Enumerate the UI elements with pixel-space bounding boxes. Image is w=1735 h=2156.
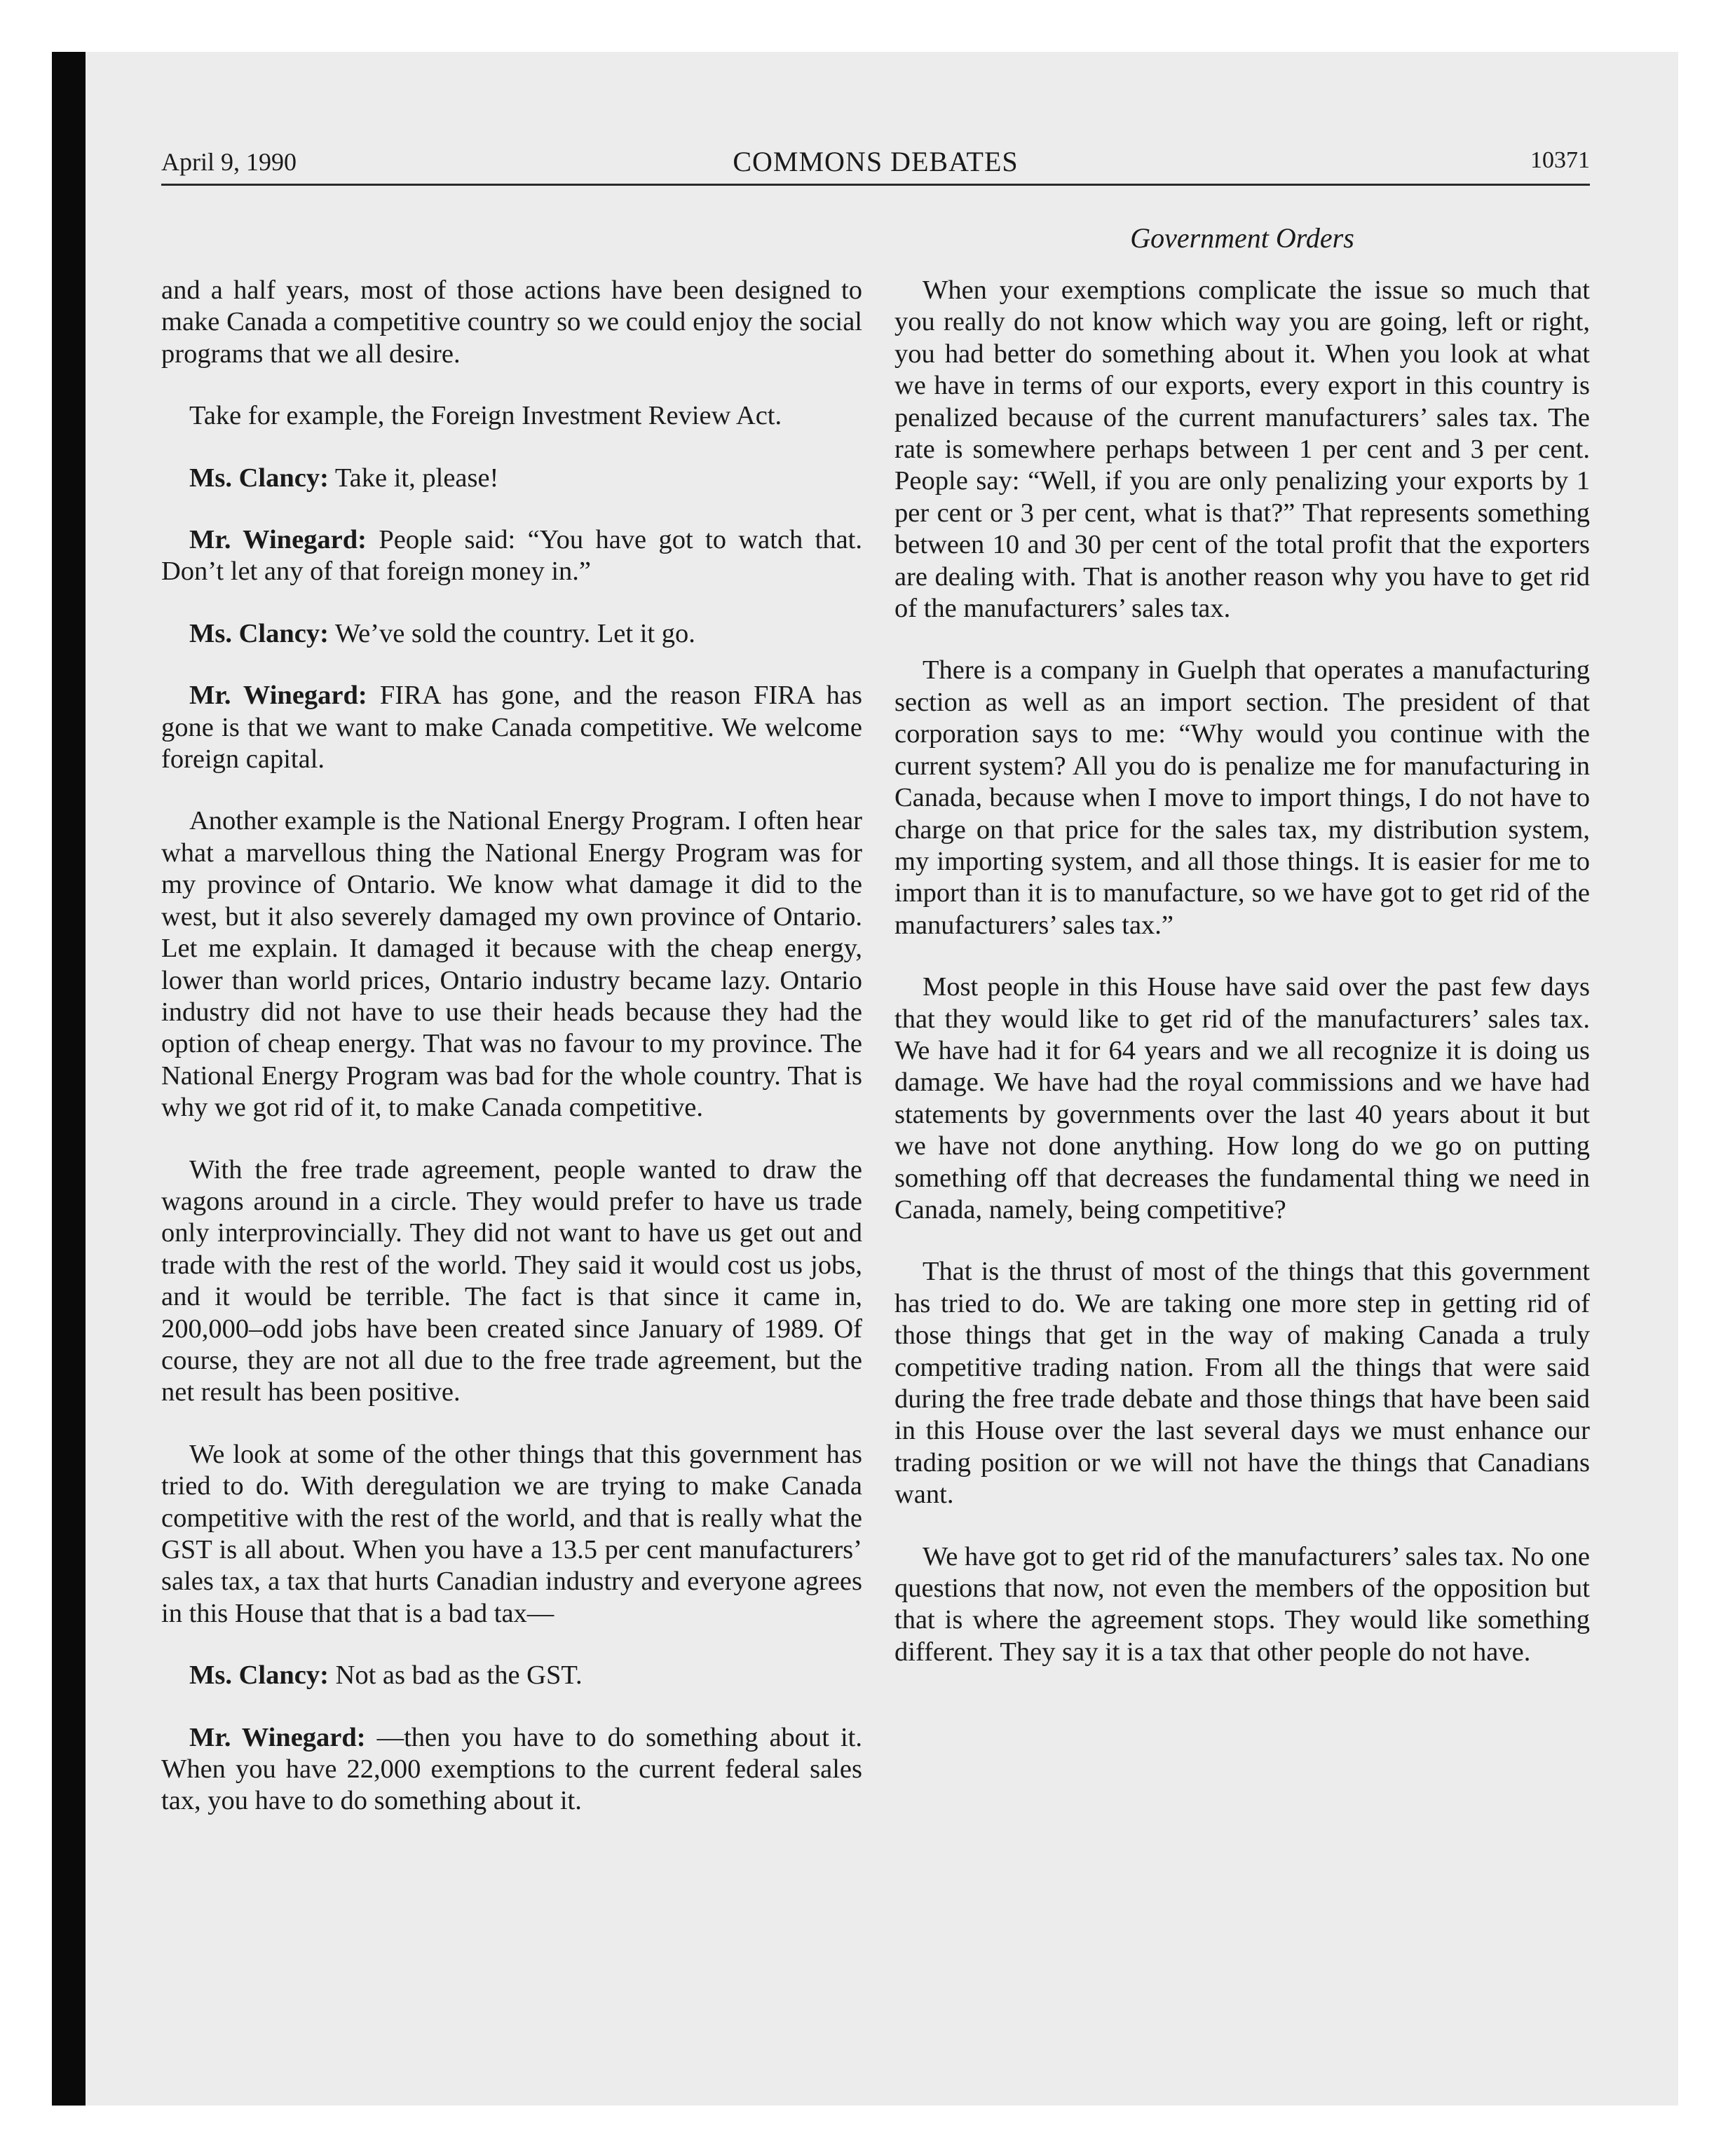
paragraph-text: When your exemptions complicate the issue so much that you really do not know which way you are going, left or right, you had better do something about it. When you look at what we have in terms of our exports, every export in this country is penalized because of the current manufacturers’ sales tax. The rate is somewhere perhaps between 1 per cent and 3 per cent. People say: “Well, if you are only penalizing your exports by 1 per cent or 3 per cent, what is that?” That represents something between 10 and 30 per cent of the total profit that the exporters are dealing with. That is another reason why you have to get rid of the manufacturers’ sales tax. bbox=[894, 275, 1590, 624]
section-heading: Government Orders bbox=[1130, 222, 1354, 254]
speaker-name: Ms. Clancy: bbox=[189, 463, 329, 493]
paragraph-text: Not as bad as the GST. bbox=[335, 1660, 583, 1691]
paragraph bbox=[161, 805, 862, 1124]
speaker-name: Ms. Clancy: bbox=[189, 618, 329, 648]
paragraph-text: There is a company in Guelph that operates a manufacturing section as well as an import section. The president of that corporation says to me: “Why would you continue with the current system? All you do is penalize me for manufacturing in Canada, because when I move to import things, I do not have to charge on that price for the sales tax, my distribution system, my importing system, and all those things. It is easier for me to import than it is to manufacture, so we have got to get rid of the manufacturers’ sales tax.” bbox=[894, 655, 1590, 940]
header-page-number: 10371 bbox=[1530, 147, 1590, 173]
paragraph-text: People said: “You have got to watch that. Don’t let any of that foreign money in.” bbox=[161, 525, 862, 587]
header-date: April 9, 1990 bbox=[161, 148, 297, 176]
paragraph bbox=[161, 618, 862, 650]
paragraph bbox=[161, 1660, 862, 1691]
paragraph bbox=[161, 524, 862, 588]
paragraph bbox=[894, 971, 1590, 1226]
paragraph-text: Take for example, the Foreign Investment Review Act. bbox=[189, 401, 782, 431]
binding-shadow bbox=[52, 52, 86, 2106]
paragraph-text: We’ve sold the country. Let it go. bbox=[334, 618, 695, 648]
paragraph bbox=[161, 1154, 862, 1409]
paragraph bbox=[161, 400, 862, 432]
speaker-name: Mr. Winegard: bbox=[189, 525, 367, 555]
speaker-name: Ms. Clancy: bbox=[189, 1660, 329, 1691]
paragraph bbox=[161, 463, 862, 494]
paragraph bbox=[894, 655, 1590, 941]
header-title: COMMONS DEBATES bbox=[733, 146, 1019, 177]
paragraph bbox=[894, 275, 1590, 625]
speaker-name: Mr. Winegard: bbox=[189, 1722, 366, 1752]
speaker-name: Mr. Winegard: bbox=[189, 681, 367, 711]
paragraph bbox=[161, 1722, 862, 1817]
paragraph-text: Take it, please! bbox=[334, 463, 499, 493]
paragraph bbox=[161, 1439, 862, 1630]
paragraph-text: Most people in this House have said over the past few days that they would like to get rid of the manufacturers’ sales tax. We have had it for 64 years and we all recognize it is doing us damage. We have had the royal commissions and we have had statements by governments over the last 40 years about it but we have not done anything. How long do we go on putting something off that decreases the fundamental thing we need in Canada, namely, being competitive? bbox=[894, 972, 1590, 1224]
paragraph-text: FIRA has gone, and the reason FIRA has gone is that we want to make Canada competitive. We welcome foreign capital. bbox=[161, 681, 862, 775]
paragraph bbox=[161, 680, 862, 775]
paragraph-text: —then you have to do something about it. When you have 22,000 exemptions to the current federal sales tax, you have to do something about it. bbox=[161, 1722, 862, 1816]
left-column bbox=[161, 275, 862, 1848]
paragraph-text: That is the thrust of most of the things that this government has tried to do. We are taking one more step in getting rid of those things that get in the way of making Canada a truly competitive trading nation. From all the things that were said during the free trade debate and those things that have been said in this House over the last several days we must enhance our trading position or we will not have the things that Canadians want. bbox=[894, 1257, 1590, 1510]
paragraph-text: With the free trade agreement, people wanted to draw the wagons around in a circle. They would prefer to have us trade only interprovincially. They did not want to have us get out and trade with the rest of the world. They said it would cost us jobs, and it would be terrible. The fact is that since it came in, 200,000–odd jobs have been created since January of 1989. Of course, they are not all due to the free trade agreement, but the net result has been positive. bbox=[161, 1154, 862, 1407]
paragraph bbox=[894, 1541, 1590, 1669]
paragraph-text: We have got to get rid of the manufacturers’ sales tax. No one questions that now, not even the members of the opposition but that is where the agreement stops. They would like something different. They say it is a tax that other people do not have. bbox=[894, 1541, 1590, 1667]
paragraph bbox=[161, 275, 862, 370]
paragraph-text: Another example is the National Energy Program. I often hear what a marvellous thing the National Energy Program was for my province of Ontario. We know what damage it did to the west, but it also severely damaged my own province of Ontario. Let me explain. It damaged it because with the cheap energy, lower than world prices, Ontario industry became lazy. Ontario industry did not have to use their heads because they had the option of cheap energy. That was no favour to my province. The National Energy Program was bad for the whole country. That is why we got rid of it, to make Canada competitive. bbox=[161, 806, 862, 1123]
paragraph bbox=[894, 1256, 1590, 1510]
paragraph-text: and a half years, most of those actions have been designed to make Canada a competitive country so we could enjoy the social programs that we all desire. bbox=[161, 275, 862, 369]
paragraph-text: We look at some of the other things that this government has tried to do. With deregulation we are trying to make Canada competitive with the rest of the world, and that is really what the GST is all about. When you have a 13.5 per cent manufacturers’ sales tax, a tax that hurts Canadian industry and everyone agrees in this House that that is a bad tax— bbox=[161, 1439, 862, 1628]
page-header bbox=[161, 142, 1590, 186]
right-column bbox=[894, 275, 1590, 1698]
